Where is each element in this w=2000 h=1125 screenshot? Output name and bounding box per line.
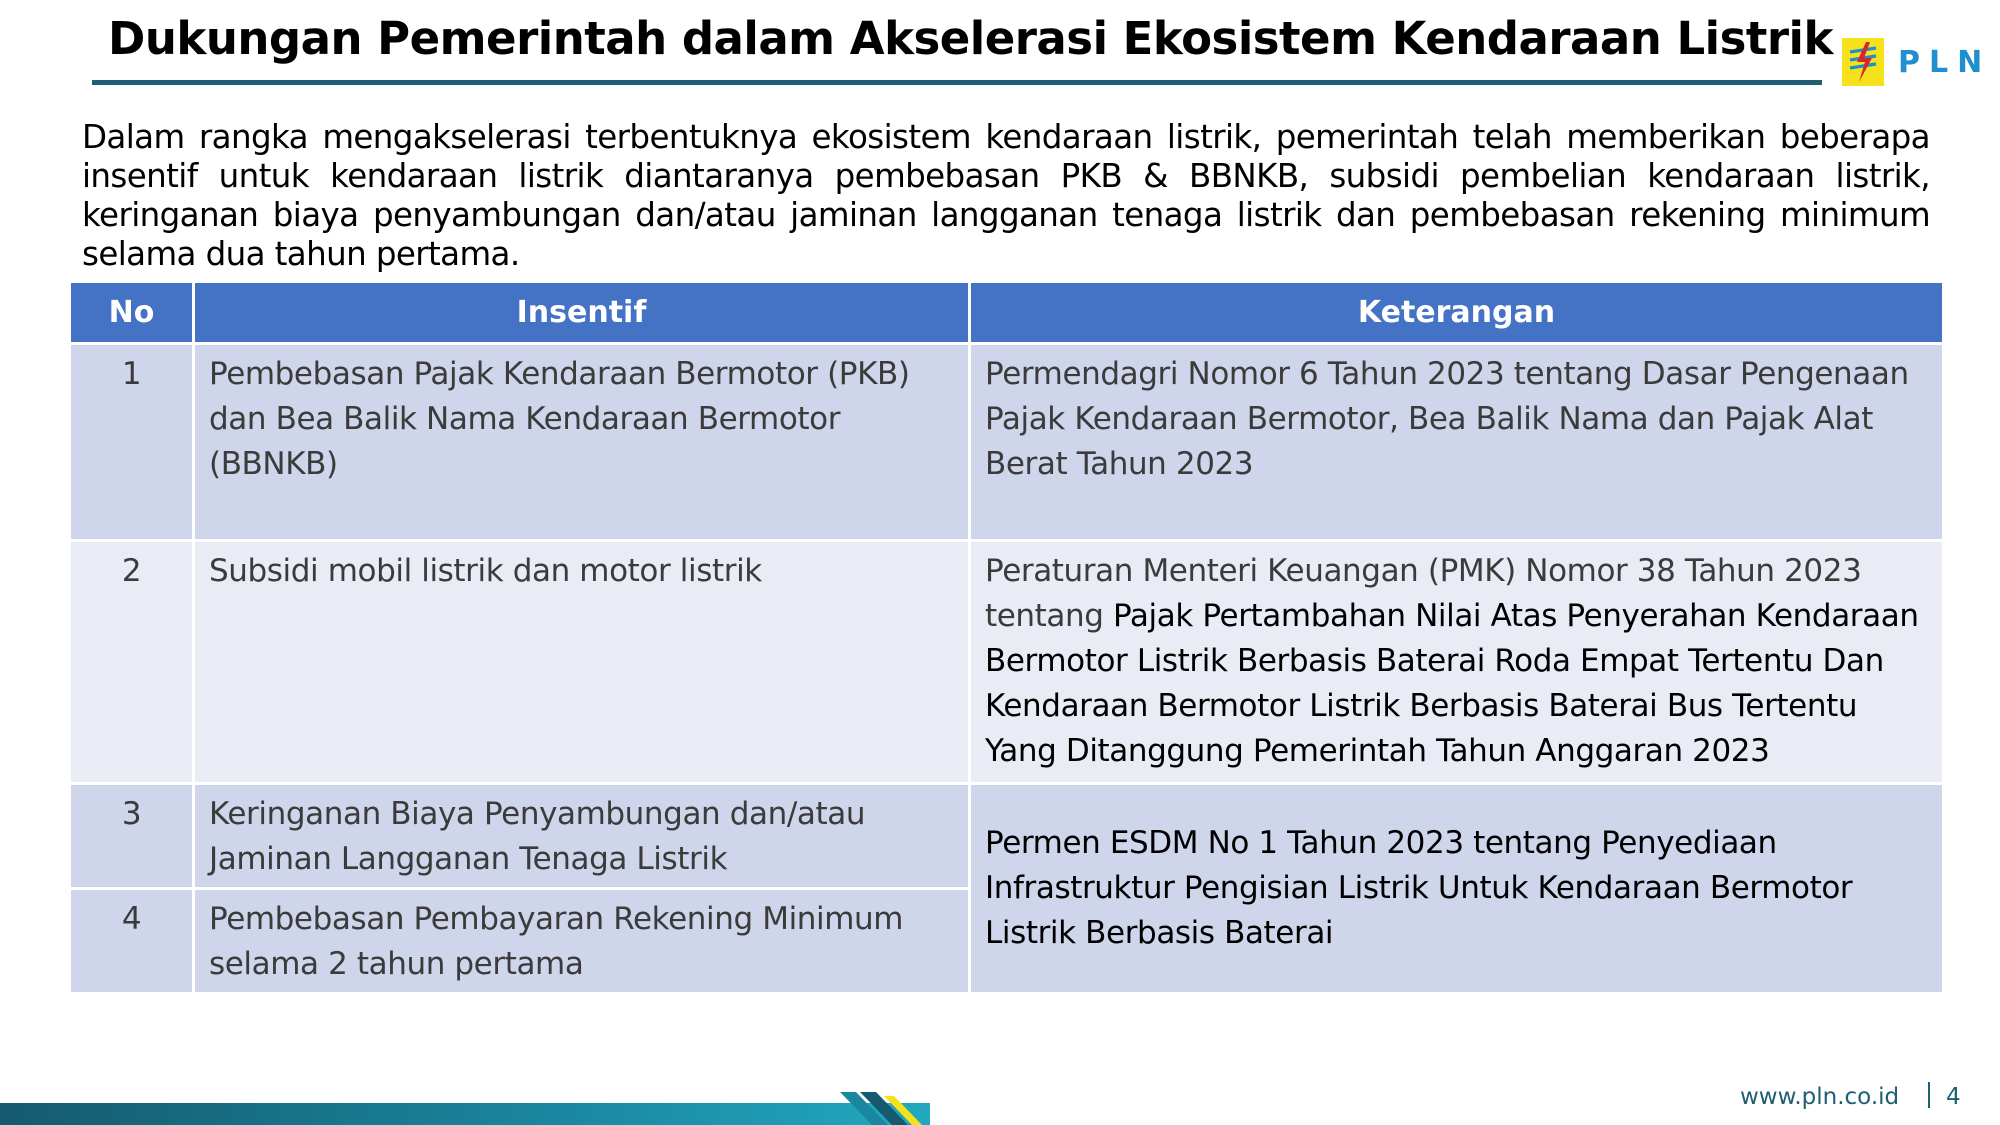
row-number: 3 <box>70 784 194 889</box>
page-number: 4 <box>1946 1084 1961 1110</box>
pln-logo <box>1842 38 1991 86</box>
row-insentif: Pembebasan Pembayaran Rekening Minimum selama 2 tahun pertama <box>194 889 970 994</box>
row-insentif: Subsidi mobil listrik dan motor listrik <box>194 541 970 784</box>
row-number: 4 <box>70 889 194 994</box>
table-row <box>70 784 1944 889</box>
footer-separator <box>1928 1082 1930 1108</box>
pln-lightning-icon <box>1842 38 1884 86</box>
header-keterangan: Keterangan <box>970 282 1944 344</box>
footer-url[interactable]: www.pln.co.id <box>1740 1084 1900 1110</box>
row-insentif: Keringanan Biaya Penyambungan dan/atau Jaminan Langganan Tenaga Listrik <box>194 784 970 889</box>
table-header-row <box>70 282 1944 344</box>
header-no: No <box>70 282 194 344</box>
keterangan-part-a: Peraturan Menteri Keuangan (PMK) Nomor 38 Tahun 2023 tentang <box>985 553 1862 634</box>
row-number: 1 <box>70 344 194 541</box>
table-row <box>70 344 1944 541</box>
row-insentif: Pembebasan Pajak Kendaraan Bermotor (PKB) dan Bea Balik Nama Kendaraan Bermotor (BBNKB) <box>194 344 970 541</box>
row-keterangan: Permendagri Nomor 6 Tahun 2023 tentang Dasar Pengenaan Pajak Kendaraan Bermotor, Bea Balik Nama dan Pajak Alat Berat Tahun 2023 <box>970 344 1944 541</box>
slide-title: Dukungan Pemerintah dalam Akselerasi Ekosistem Kendaraan Listrik <box>108 12 1833 65</box>
footer-stripes-decoration <box>840 1092 940 1125</box>
keterangan-part-b: Pajak Pertambahan Nilai Atas Penyerahan Kendaraan Bermotor Listrik Berbasis Baterai Roda Empat Tertentu Dan Kendaraan Bermotor Listrik Berbasis Baterai Bus Tertentu Yang Ditanggung Pemerintah Tahun Anggaran 2023 <box>985 598 1919 769</box>
footer-bar <box>0 1103 930 1125</box>
row-keterangan <box>970 541 1944 784</box>
header-insentif: Insentif <box>194 282 970 344</box>
row-number: 2 <box>70 541 194 784</box>
logo-text: PLN <box>1898 44 1992 80</box>
title-underline <box>92 80 1822 85</box>
table-row <box>70 541 1944 784</box>
intro-paragraph: Dalam rangka mengakselerasi terbentuknya ekosistem kendaraan listrik, pemerintah telah memberikan beberapa insentif untuk kendaraan listrik diantaranya pembebasan PKB & BBNKB, subsidi pembelian kendaraan listrik, keringanan biaya penyambungan dan/atau jaminan langganan tenaga listrik dan pembebasan rekening minimum selama dua tahun pertama. <box>82 118 1930 273</box>
incentives-table <box>68 280 1945 995</box>
row-keterangan-merged: Permen ESDM No 1 Tahun 2023 tentang Penyediaan Infrastruktur Pengisian Listrik Untuk Kendaraan Bermotor Listrik Berbasis Baterai <box>970 784 1944 994</box>
